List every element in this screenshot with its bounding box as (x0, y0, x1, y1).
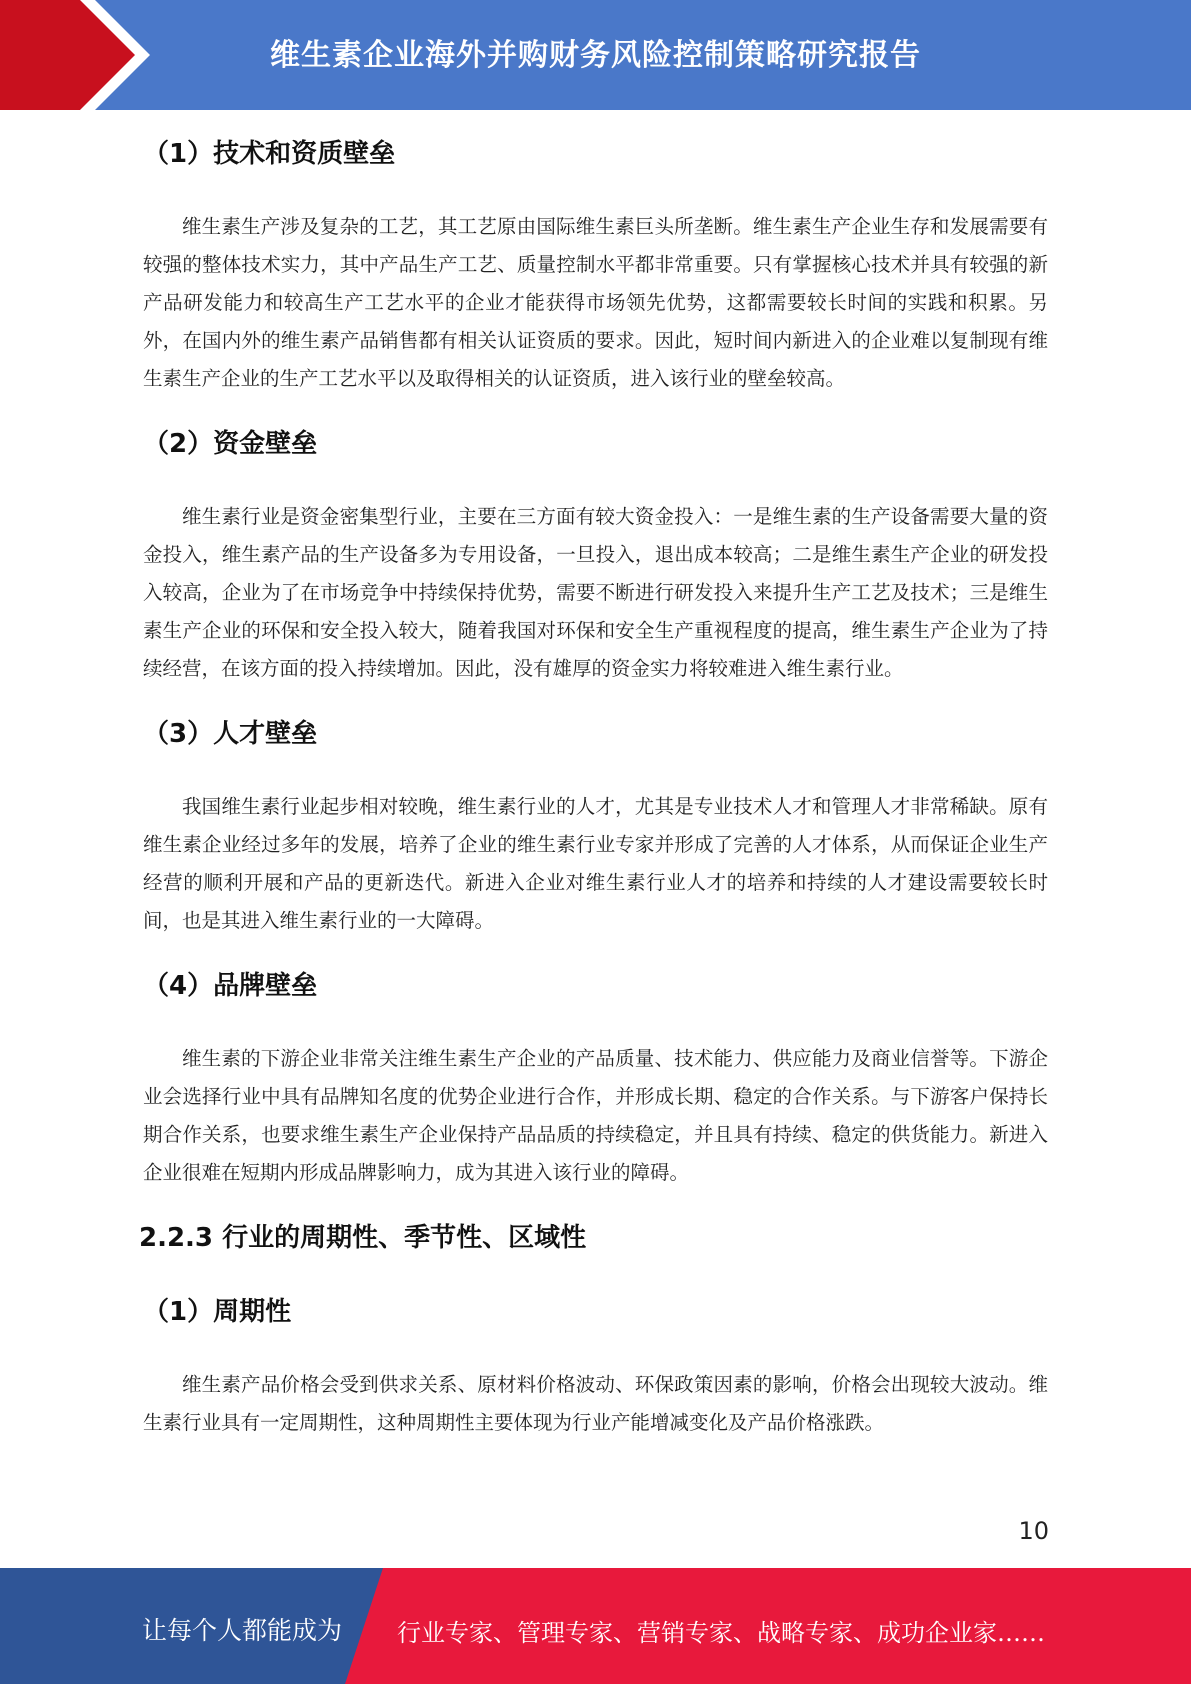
page-number: 10 (1018, 1517, 1049, 1545)
page-header (0, 0, 1191, 110)
report-title: 维生素企业海外并购财务风险控制策略研究报告 (270, 38, 921, 73)
section-heading-talent-barrier: （3）人才壁垒 (143, 719, 318, 749)
section-paragraph-capital-barrier: 维生素行业是资金密集型行业，主要在三方面有较大资金投入：一是维生素的生产设备需要大量的资金投入，维生素产品的生产设备多为专用设备，一旦投入，退出成本较高；二是维生素生产企业的研发投入较高，企业为了在市场竞争中持续保持优势，需要不断进行研发投入来提升生产工艺及技术；三是维生素生产企业的环保和安全投入较大，随着我国对环保和安全生产重视程度的提高，维生素生产企业为了持续经营，在该方面的投入持续增加。因此，没有雄厚的资金实力将较难进入维生素行业。 (143, 505, 1048, 680)
footer-slogan-right: 行业专家、管理专家、营销专家、战略专家、成功企业家…… (397, 1619, 1045, 1647)
section-paragraph-cyclicality: 维生素产品价格会受到供求关系、原材料价格波动、环保政策因素的影响，价格会出现较大波动。维生素行业具有一定周期性，这种周期性主要体现为行业产能增减变化及产品价格涨跌。 (143, 1373, 1048, 1434)
footer-slogan-left: 让每个人都能成为 (142, 1616, 343, 1645)
section-heading-brand-barrier: （4）品牌壁垒 (143, 971, 318, 1001)
section-heading-tech-barrier: （1）技术和资质壁垒 (143, 139, 396, 169)
section-heading-cyclicality: （1）周期性 (143, 1297, 292, 1327)
page-footer (0, 1568, 1191, 1684)
section-paragraph-brand-barrier: 维生素的下游企业非常关注维生素生产企业的产品质量、技术能力、供应能力及商业信誉等。下游企业会选择行业中具有品牌知名度的优势企业进行合作，并形成长期、稳定的合作关系。与下游客户保持长期合作关系，也要求维生素生产企业保持产品品质的持续稳定，并且具有持续、稳定的供货能力。新进入企业很难在短期内形成品牌影响力，成为其进入该行业的障碍。 (143, 1047, 1048, 1184)
page-content (139, 120, 1048, 1468)
header-chevron-decoration (0, 0, 160, 110)
subsection-heading: 2.2.3 行业的周期性、季节性、区域性 (139, 1223, 587, 1253)
section-paragraph-tech-barrier: 维生素生产涉及复杂的工艺，其工艺原由国际维生素巨头所垄断。维生素生产企业生存和发展需要有较强的整体技术实力，其中产品生产工艺、质量控制水平都非常重要。只有掌握核心技术并具有较强的新产品研发能力和较高生产工艺水平的企业才能获得市场领先优势，这都需要较长时间的实践和积累。另外，在国内外的维生素产品销售都有相关认证资质的要求。因此，短时间内新进入的企业难以复制现有维生素生产企业的生产工艺水平以及取得相关的认证资质，进入该行业的壁垒较高。 (143, 215, 1048, 390)
section-heading-capital-barrier: （2）资金壁垒 (143, 429, 318, 459)
section-paragraph-talent-barrier: 我国维生素行业起步相对较晚，维生素行业的人才，尤其是专业技术人才和管理人才非常稀缺。原有维生素企业经过多年的发展，培养了企业的维生素行业专家并形成了完善的人才体系，从而保证企业生产经营的顺利开展和产品的更新迭代。新进入企业对维生素行业人才的培养和持续的人才建设需要较长时间，也是其进入维生素行业的一大障碍。 (143, 795, 1048, 932)
